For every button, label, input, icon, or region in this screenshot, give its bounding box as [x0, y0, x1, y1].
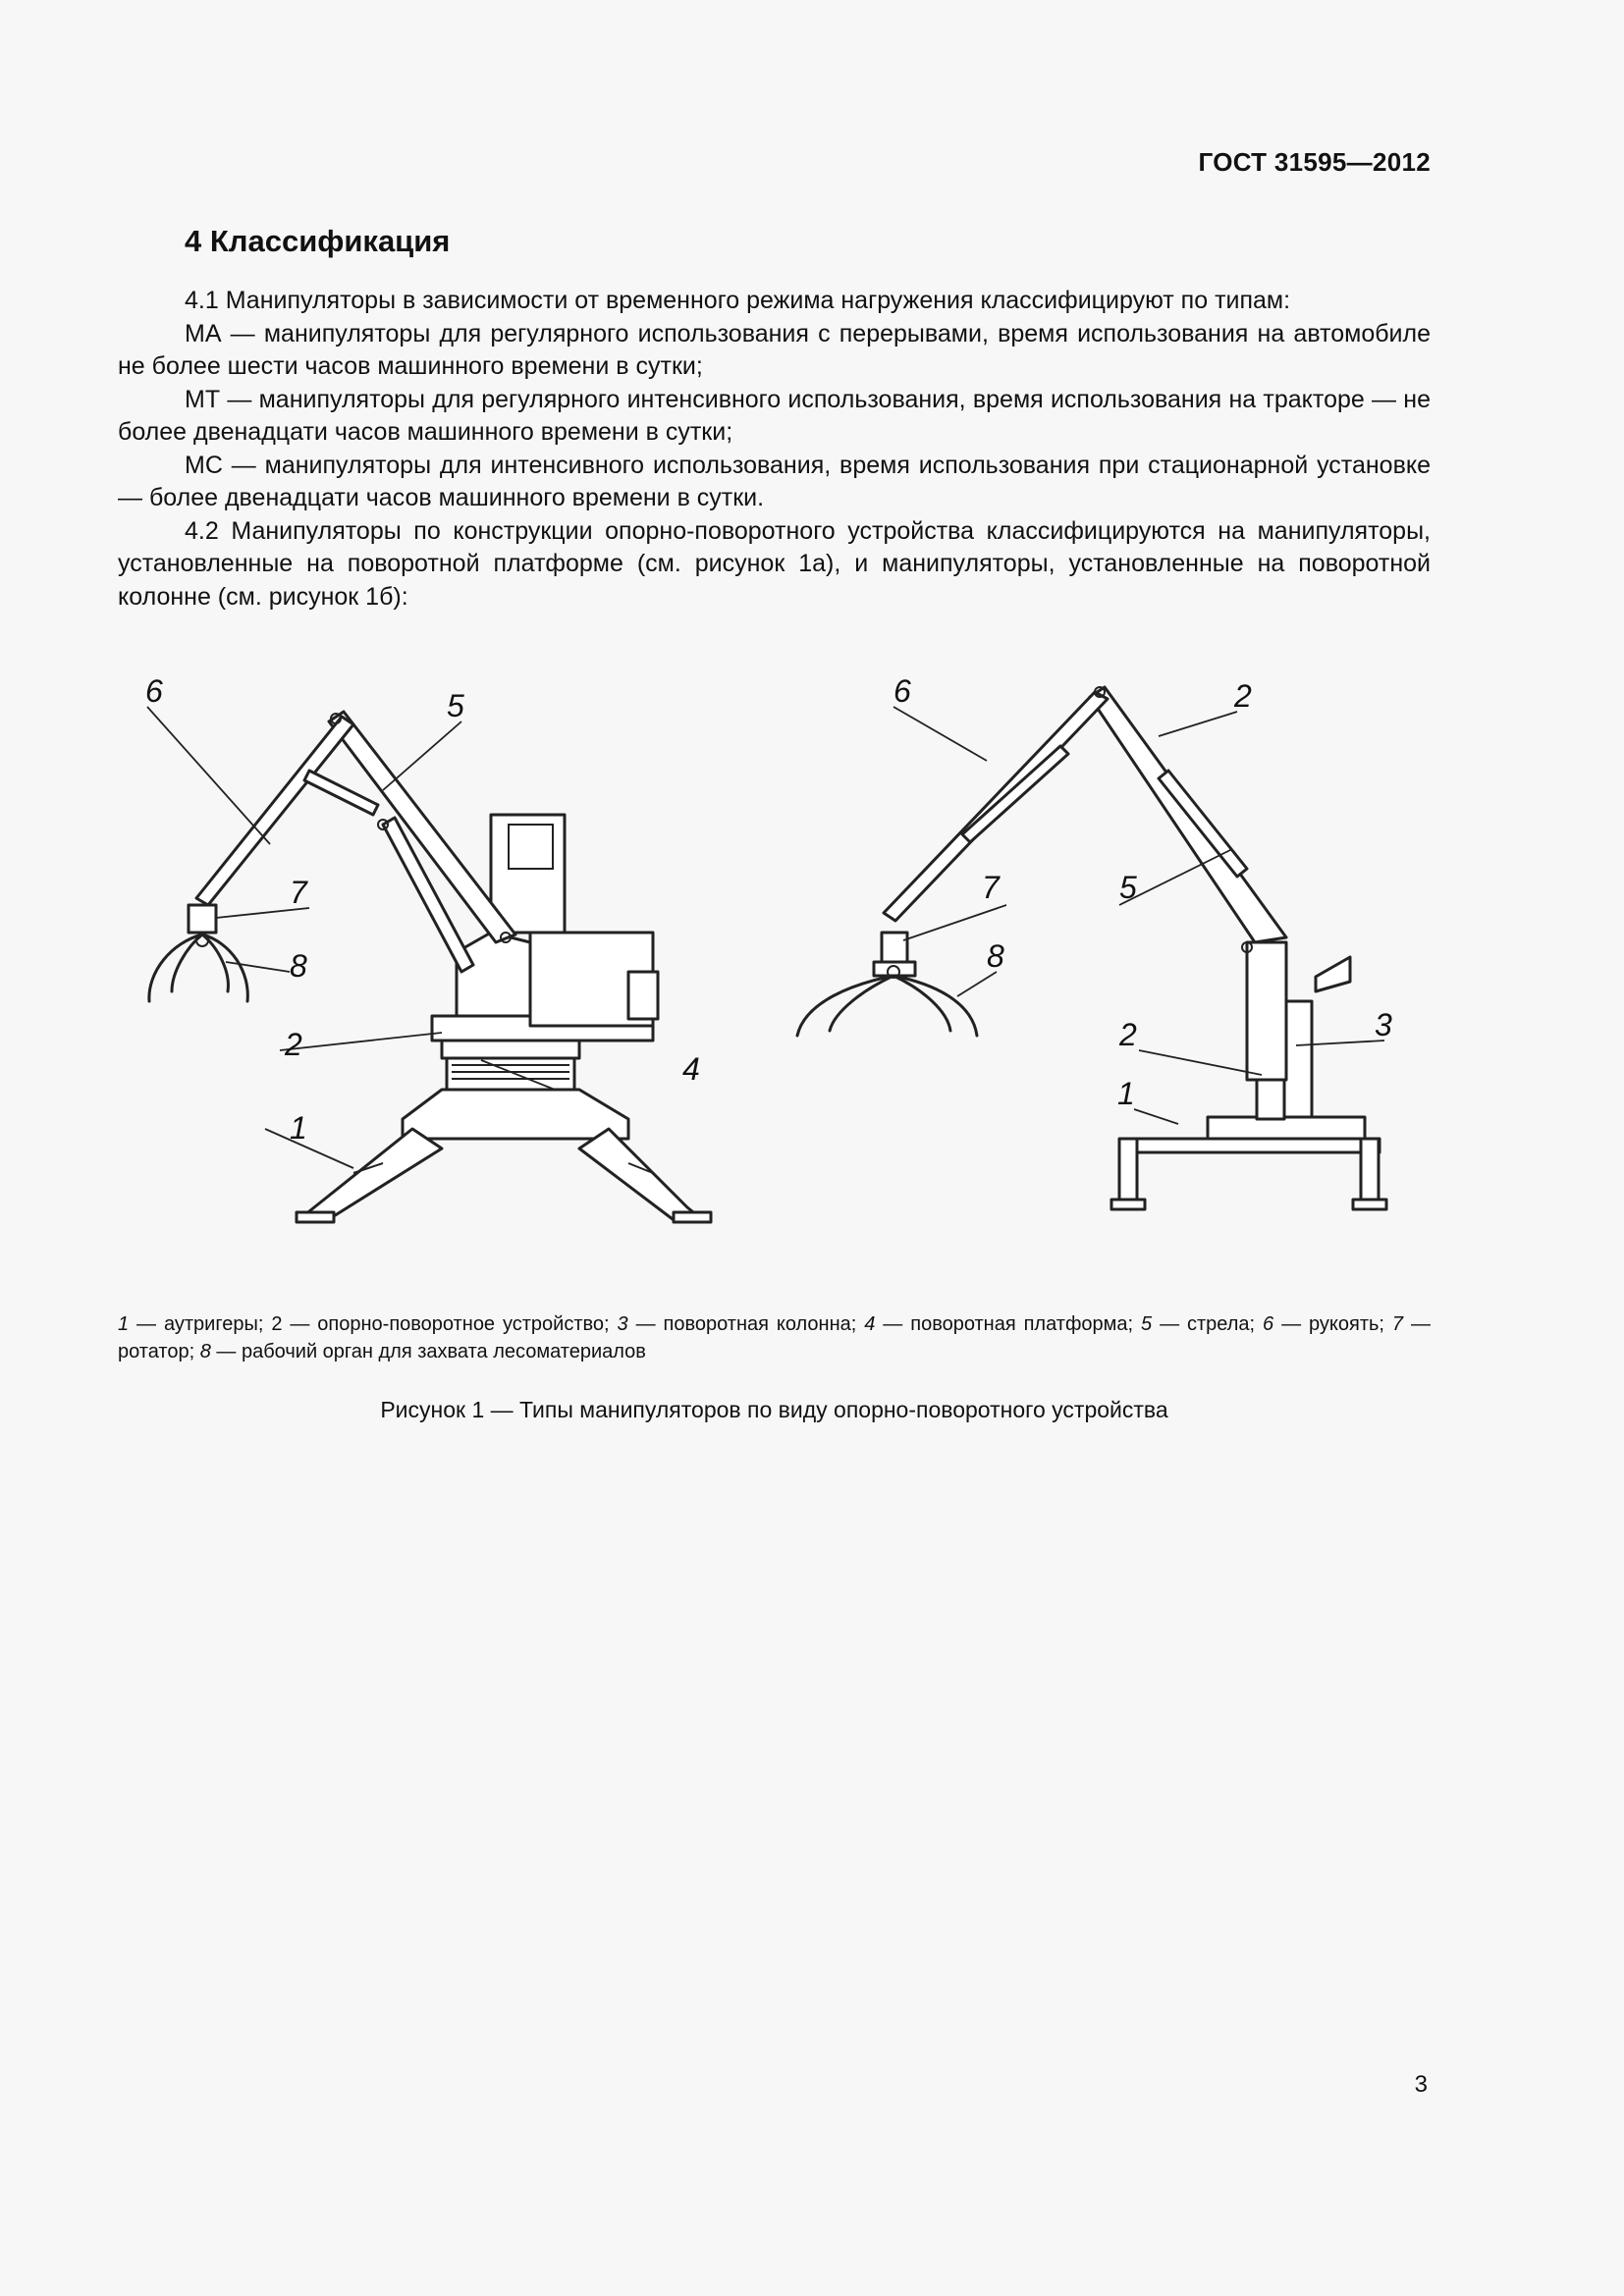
legend-item-8: 8 — рабочий орган для захвата лесоматериалов: [199, 1341, 646, 1362]
paragraph-4-1: 4.1 Манипуляторы в зависимости от временного режима нагружения классифицируют по типам:: [185, 287, 1291, 314]
paragraph-mc: МС — манипуляторы для интенсивного использования, время использования при стационарной установке — более двенадцати часов машинного времени в сутки.: [118, 451, 1431, 511]
legend-item-1: 1 — аутригеры;: [118, 1313, 272, 1335]
legend-item-2: 2 — опорно-поворотное устройство;: [271, 1313, 618, 1335]
right-callout-1: 1: [1117, 1076, 1135, 1111]
legend-item-3: 3 — поворотная колонна;: [617, 1313, 865, 1335]
right-callout-3: 3: [1375, 1007, 1392, 1042]
right-callout-6: 6: [893, 677, 911, 709]
legend-item-4: 4 — поворотная платформа;: [864, 1313, 1142, 1335]
legend-item-6: 6 — рукоять;: [1263, 1313, 1392, 1335]
left-callout-4: 4: [682, 1051, 700, 1087]
left-callout-1: 1: [290, 1110, 307, 1146]
right-callout-7: 7: [982, 870, 1000, 905]
legend-item-7: 7 — ротатор;: [118, 1313, 1431, 1362]
figure-1: [118, 677, 1434, 1247]
paragraph-4-2: 4.2 Манипуляторы по конструкции опорно-поворотного устройства классифицируются на манипуляторы, установленные на поворотной платформе (см. рисунок 1а), и манипуляторы, установленные на поворотной колонне (см. рисунок 1б):: [118, 516, 1431, 611]
section-title: 4 Классификация: [185, 224, 451, 258]
paragraph-mt: МТ — манипуляторы для регулярного интенсивного использования, время использования на тракторе — не более двенадцати часов машинного времени в сутки;: [118, 385, 1431, 446]
body-text: [118, 285, 1431, 614]
right-callout-2-top: 2: [1234, 678, 1252, 714]
left-callout-5: 5: [447, 688, 464, 723]
figure-legend: [118, 1310, 1431, 1365]
figure-caption: Рисунок 1 — Типы манипуляторов по виду опорно-поворотного устройства: [380, 1397, 1168, 1422]
platform-manipulator-drawing: [149, 712, 711, 1222]
right-callout-8: 8: [987, 938, 1004, 974]
document-id: ГОСТ 31595—2012: [1198, 147, 1431, 177]
left-callout-6: 6: [145, 677, 163, 709]
page-number: 3: [1414, 2071, 1428, 2098]
right-callout-2-bottom: 2: [1119, 1017, 1137, 1052]
left-callout-7: 7: [290, 875, 307, 910]
left-callout-2: 2: [285, 1027, 302, 1062]
legend-item-5: 5 — стрела;: [1141, 1313, 1264, 1335]
right-callout-5: 5: [1119, 870, 1137, 905]
left-callout-8: 8: [290, 948, 307, 984]
column-manipulator-drawing: [797, 687, 1386, 1209]
paragraph-ma: МА — манипуляторы для регулярного использования с перерывами, время использования на автомобиле не более шести часов машинного времени в сутки;: [118, 319, 1431, 380]
